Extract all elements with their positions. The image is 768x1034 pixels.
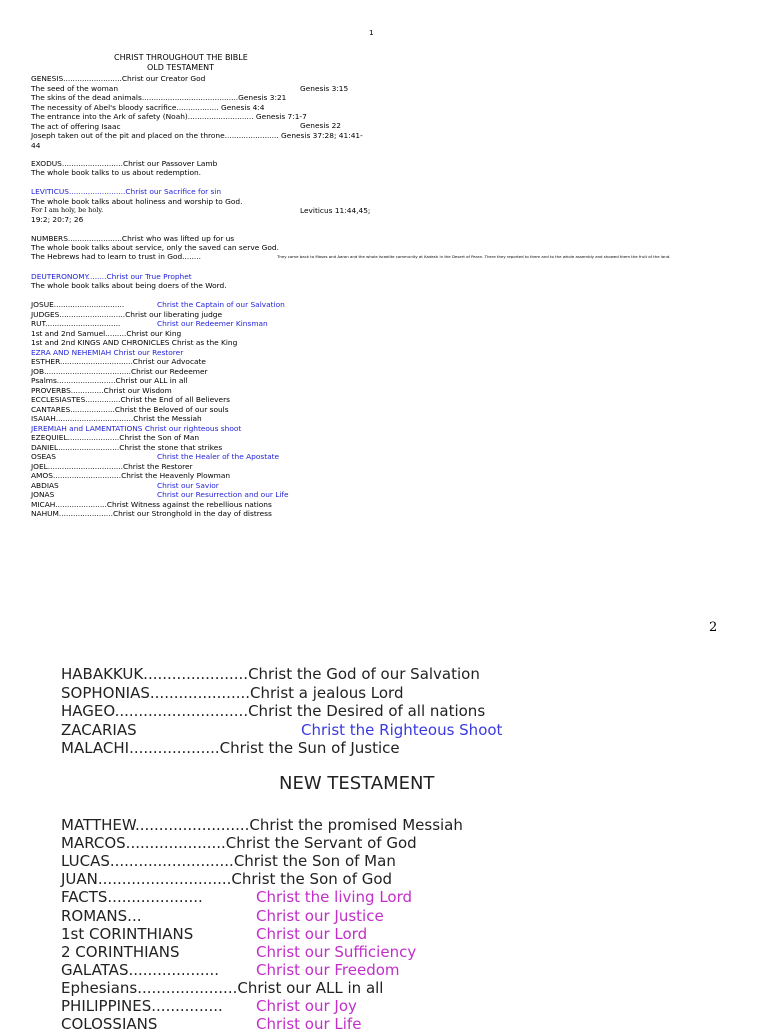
book-name: OSEAS — [31, 452, 56, 461]
book-entry — [31, 480, 219, 491]
book-description: Christ our Lord — [256, 924, 368, 943]
document-title: CHRIST THROUGHOUT THE BIBLE — [114, 53, 248, 62]
genesis-line: The necessity of Abel's bloody sacrifice.................. Genesis 4:4 — [31, 102, 265, 112]
book-name: GALATAS................... — [61, 960, 220, 979]
book-name: ISAIAH.................................Christ the Messiah — [31, 414, 202, 423]
book-name: NAHUM.......................Christ our Stronghold in the day of distress — [31, 509, 272, 518]
book-name: Psalms.........................Christ our ALL in all — [31, 376, 188, 385]
leviticus-ref-2: 19:2; 20:7; 26 — [31, 215, 84, 224]
numbers-note: They came back to Moses and Aaron and the whole Israelite community at Kadesh in the Desert of Paran. There they reported to them and to the whole assembly and showed them the fruit of the land. — [277, 254, 671, 259]
book-name: PHILIPPINES............... — [61, 997, 223, 1015]
book-entry — [31, 443, 222, 453]
book-entry — [31, 452, 280, 462]
book-name: JOEL................................Christ the Restorer — [31, 461, 193, 471]
book-entry — [61, 997, 357, 1016]
numbers-text-1: The whole book talks about service, only the saved can serve God. — [31, 243, 279, 252]
book-description: Christ our Life — [256, 1015, 362, 1034]
book-entry — [61, 960, 400, 980]
book-name: AMOS.............................Christ the Heavenly Plowman — [31, 471, 231, 480]
leviticus-ref: Leviticus 11:44,45; — [300, 206, 371, 215]
book-name: JOB.....................................Christ our Redeemer — [31, 366, 208, 376]
leviticus-text: The whole book talks about holiness and worship to God. — [31, 197, 243, 206]
book-name: DANIEL..........................Christ the stone that strikes — [31, 442, 223, 452]
book-name: HABAKKUK......................Christ the God of our Salvation — [61, 665, 480, 683]
book-entry — [61, 924, 368, 944]
book-name: MARCOS.....................Christ the Servant of God — [61, 834, 417, 853]
deuteronomy-title: DEUTERONOMY........Christ our True Prophet — [31, 272, 192, 281]
page-number-2: 2 — [709, 620, 718, 635]
deuteronomy-text: The whole book talks about being doers of the Word. — [31, 281, 227, 290]
book-description: Christ our Redeemer Kinsman — [157, 319, 268, 328]
book-entry — [31, 386, 172, 396]
book-description: Christ our Resurrection and our Life — [157, 490, 289, 499]
leviticus-title: LEVITICUS........................Christ our Sacrifice for sin — [31, 187, 222, 196]
book-entry — [31, 490, 289, 500]
page-number-1: 1 — [369, 28, 374, 37]
book-entry — [31, 405, 229, 415]
ot-continued-list — [61, 665, 581, 760]
book-entry — [61, 665, 480, 684]
nt-book-list — [61, 816, 621, 1034]
book-description: Christ our Joy — [256, 997, 357, 1015]
book-entry — [31, 471, 230, 481]
book-name: RUT................................ — [31, 319, 121, 328]
book-entry — [31, 462, 193, 472]
book-name: ESTHER...............................Christ our Advocate — [31, 357, 206, 366]
genesis-line: Joseph taken out of the pit and placed on the throne....................... Genesis 37:28; 41:41- — [31, 131, 363, 140]
book-name: JUDGES............................Christ our liberating judge — [31, 309, 223, 319]
section-heading-new-testament: NEW TESTAMENT — [279, 773, 435, 794]
book-entry — [61, 702, 485, 721]
book-list — [31, 300, 391, 520]
book-entry — [31, 329, 181, 339]
book-name: ECCLESIASTES...............Christ the End of all Believers — [31, 395, 230, 404]
book-entry — [31, 433, 199, 443]
book-entry — [31, 424, 241, 434]
genesis-line: The entrance into the Ark of safety (Noah)............................ Genesis 7:1-7 — [31, 112, 307, 121]
book-description: Christ the Captain of our Salvation — [157, 300, 285, 309]
leviticus-quote: For I am holy, be holy. — [31, 206, 104, 214]
book-entry — [31, 414, 202, 424]
book-name: 1st and 2nd KINGS AND CHRONICLES Christ as the King — [31, 338, 238, 347]
book-entry — [61, 739, 400, 758]
book-name: 1st and 2nd Samuel.........Christ our King — [31, 328, 182, 338]
book-entry — [61, 870, 392, 889]
book-name: MATTHEW........................Christ the promised Messiah — [61, 816, 463, 834]
genesis-ref-seed: Genesis 3:15 — [300, 84, 349, 93]
book-name: JOSUE.............................. — [31, 300, 125, 309]
book-entry — [31, 500, 272, 510]
book-description: Christ the Healer of the Apostate — [157, 452, 280, 461]
book-entry — [31, 319, 268, 329]
book-name: MALACHI...................Christ the Sun of Justice — [61, 739, 400, 757]
genesis-line: The skins of the dead animals.........................................Genesis 3:21 — [31, 93, 287, 102]
book-name: HAGEO............................Christ the Desired of all nations — [61, 702, 486, 720]
book-entry — [61, 684, 403, 703]
book-description: Christ our Sufficiency — [256, 942, 417, 961]
genesis-line: The seed of the woman — [31, 83, 119, 93]
book-entry — [61, 979, 383, 998]
book-name: SOPHONIAS.....................Christ a jealous Lord — [61, 683, 404, 702]
book-name: ROMANS... — [61, 906, 142, 925]
book-name: Ephesians.....................Christ our ALL in all — [61, 978, 384, 997]
book-description: Christ our Savior — [157, 480, 219, 490]
exodus-title: EXODUS..........................Christ our Passover Lamb — [31, 159, 218, 168]
book-name: ZACARIAS — [61, 720, 137, 739]
book-name: MICAH......................Christ Witness against the rebellious nations — [31, 499, 272, 509]
genesis-line: The act of offering Isaac — [31, 121, 121, 131]
book-name: FACTS.................... — [61, 888, 203, 907]
book-name: JUAN............................Christ the Son of God — [61, 870, 393, 889]
book-entry — [61, 1015, 362, 1034]
section-heading-old-testament: OLD TESTAMENT — [147, 63, 215, 72]
book-name: ABDIAS — [31, 480, 59, 490]
book-entry — [61, 906, 384, 926]
book-entry — [61, 888, 413, 907]
book-entry — [31, 300, 285, 310]
book-name: LUCAS..........................Christ the Son of Man — [61, 852, 396, 871]
book-entry — [61, 942, 417, 962]
book-entry — [61, 834, 417, 853]
book-description: Christ the living Lord — [256, 888, 413, 907]
numbers-text-2: The Hebrews had to learn to trust in God........ — [31, 252, 201, 261]
book-entry — [31, 395, 230, 405]
book-entry — [31, 509, 272, 519]
numbers-title: NUMBERS.......................Christ who was lifted up for us — [31, 234, 235, 243]
genesis-ref-isaac: Genesis 22 — [300, 121, 342, 130]
book-name: COLOSSIANS — [61, 1015, 158, 1034]
book-name: 2 CORINTHIANS — [61, 942, 180, 961]
book-entry — [61, 816, 463, 835]
book-entry — [31, 376, 188, 386]
book-entry — [31, 338, 237, 348]
book-entry — [31, 310, 222, 320]
book-name: JONAS — [31, 490, 55, 499]
book-name: PROVERBS..............Christ our Wisdom — [31, 385, 172, 395]
book-name: JEREMIAH and LAMENTATIONS Christ our righteous shoot — [31, 423, 242, 433]
book-description: Christ the Righteous Shoot — [301, 720, 503, 739]
book-entry — [31, 348, 183, 358]
book-name: CANTARES...................Christ the Beloved of our souls — [31, 404, 229, 414]
book-entry — [61, 720, 503, 740]
book-entry — [31, 367, 208, 377]
book-description: Christ our Justice — [256, 906, 384, 925]
book-entry — [61, 852, 396, 871]
book-name: EZRA AND NEHEMIAH Christ our Restorer — [31, 347, 184, 357]
book-entry — [31, 357, 206, 367]
book-description: Christ our Freedom — [256, 960, 400, 979]
genesis-line: 44 — [31, 140, 41, 150]
book-name: EZEQUIEL......................Christ the Son of Man — [31, 433, 200, 442]
genesis-line: GENESIS.........................Christ our Creator God — [31, 74, 206, 83]
exodus-text: The whole book talks to us about redemption. — [31, 168, 202, 177]
book-name: 1st CORINTHIANS — [61, 924, 194, 943]
